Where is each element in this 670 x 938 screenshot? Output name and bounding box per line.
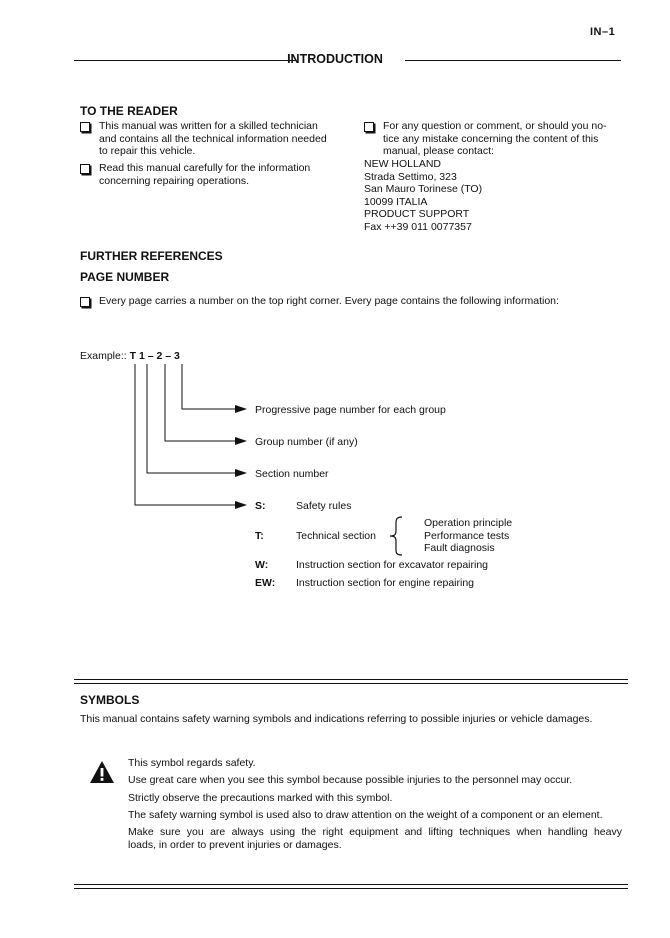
arrow-head-icon xyxy=(235,437,247,445)
symbols-heading: SYMBOLS xyxy=(80,693,140,707)
connector-section xyxy=(147,364,236,473)
code-letter: T xyxy=(129,350,137,362)
contact-department: PRODUCT SUPPORT xyxy=(364,208,470,221)
contact-bullet-line-2: tice any mistake concerning the content of this xyxy=(383,132,599,145)
symbol-line-4: The safety warning symbol is used also to draw attention on the weight of a component or an element. xyxy=(128,809,603,821)
code-section: 1 xyxy=(138,350,145,362)
label-group-number: Group number (if any) xyxy=(255,436,358,448)
section-desc-t: Technical section xyxy=(296,530,376,542)
curly-brace-icon xyxy=(390,517,402,555)
code-page: 3 xyxy=(174,350,180,362)
page-title: INTRODUCTION xyxy=(287,52,383,66)
connector-group xyxy=(165,364,236,441)
symbols-intro: This manual contains safety warning symbols and indications referring to possible injuries or vehicle damages. xyxy=(80,713,593,725)
contact-bullet-line-3: manual, please contact: xyxy=(383,145,494,158)
symbols-rule-top-1 xyxy=(74,679,628,680)
connector-letter xyxy=(135,364,236,505)
section-key-w: W: xyxy=(255,559,269,571)
bottom-rule-1 xyxy=(74,884,628,885)
technical-item: Operation principle xyxy=(424,517,513,529)
page-number-heading: PAGE NUMBER xyxy=(80,270,170,284)
page-number: IN–1 xyxy=(590,26,616,38)
symbols-rule-top-2 xyxy=(74,683,628,684)
section-desc-s: Safety rules xyxy=(296,500,352,512)
page-number-bullet-text: Every page carries a number on the top right corner. Every page contains the following information: xyxy=(99,295,559,307)
technical-item: Performance tests xyxy=(424,529,510,542)
example-prefix: Example:: xyxy=(80,350,130,362)
connector-page xyxy=(182,364,236,409)
label-section-number: Section number xyxy=(255,468,329,480)
section-key-s: S: xyxy=(255,500,266,512)
section-key-ew: EW: xyxy=(255,577,276,589)
symbol-line-5a: Make sure you are always using the right equipment and lifting techniques when handling heavy xyxy=(128,826,622,838)
symbol-line-1: This symbol regards safety. xyxy=(128,757,256,769)
symbol-line-5 xyxy=(128,826,622,851)
reader-bullet-1-line-3: to repair this vehicle. xyxy=(99,145,196,158)
to-the-reader-heading: TO THE READER xyxy=(80,104,178,118)
contact-company: NEW HOLLAND xyxy=(364,158,442,170)
contact-street: Strada Settimo, 323 xyxy=(364,170,457,183)
code-separator: – xyxy=(165,350,172,362)
reader-bullet-2-line-1: Read this manual carefully for the information xyxy=(99,162,311,174)
symbol-line-5b: loads, in order to prevent injuries or damages. xyxy=(128,838,342,851)
reader-bullet-1-line-1: This manual was written for a skilled technician xyxy=(99,120,318,132)
symbol-line-3: Strictly observe the precautions marked with this symbol. xyxy=(128,792,393,804)
further-references-heading: FURTHER REFERENCES xyxy=(80,249,223,263)
section-key-t: T: xyxy=(255,530,264,542)
label-progressive-page: Progressive page number for each group xyxy=(255,404,446,416)
technical-items xyxy=(424,517,512,555)
reader-bullet-2-line-2: concerning repairing operations. xyxy=(99,174,250,187)
warning-triangle-icon xyxy=(89,760,115,784)
technical-item: Fault diagnosis xyxy=(424,542,495,555)
code-group: 2 xyxy=(156,350,163,362)
section-desc-ew: Instruction section for engine repairing xyxy=(296,577,475,589)
symbol-line-2: Use great care when you see this symbol because possible injuries to the personnel may occur. xyxy=(128,774,573,786)
code-separator: – xyxy=(147,350,154,362)
contact-fax: Fax ++39 011 0077357 xyxy=(364,220,472,233)
contact-bullet-line-1: For any question or comment, or should you no- xyxy=(383,120,607,132)
contact-postcode: 10099 ITALIA xyxy=(364,195,428,208)
contact-city: San Mauro Torinese (TO) xyxy=(364,183,483,196)
bottom-rule-2 xyxy=(74,888,628,889)
arrow-head-icon xyxy=(235,405,247,413)
arrow-head-icon xyxy=(235,469,247,477)
arrow-head-icon xyxy=(235,501,247,509)
reader-bullet-1-line-2: and contains all the technical information needed xyxy=(99,132,327,145)
section-desc-w: Instruction section for excavator repairing xyxy=(296,559,489,571)
